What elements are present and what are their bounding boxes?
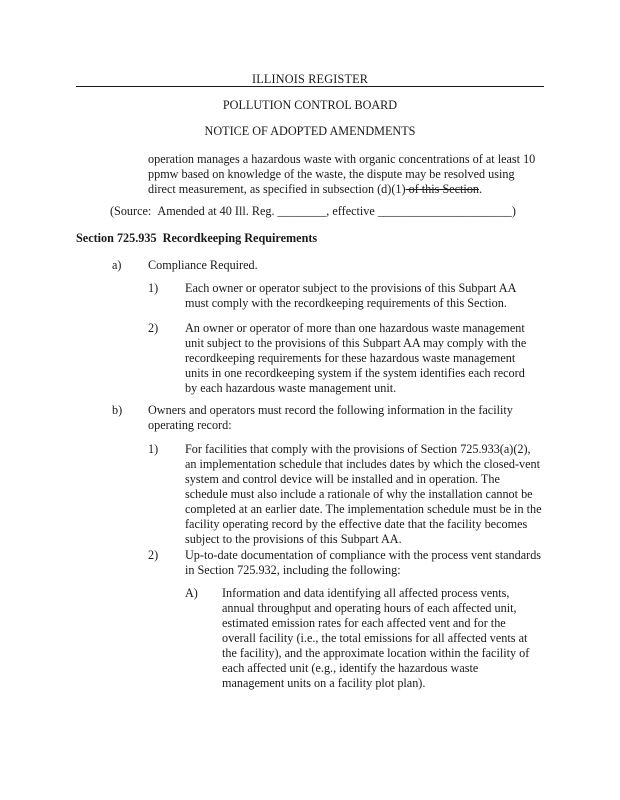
b-item-2-number: 2) — [148, 548, 159, 562]
a-item-2-text: An owner or operator of more than one hazardous waste management unit subject to the provisions of this Subpart AA may comply with the recordkeeping requirements for these hazardous waste management units in one recordkeeping system if the system identifies each record by each hazardous waste management unit. — [185, 321, 527, 395]
b-item-1-text: For facilities that comply with the provisions of Section 725.933(a)(2), an implementation schedule that includes dates by which the closed-vent system and control device will be installed and in operation. The schedule must also include a rationale of why the installation cannot be completed at an earlier date. The implementation schedule must be in the facility operating record by the effective date that the facility becomes subject to the provisions of this Subpart AA. — [185, 442, 542, 546]
subsection-a-text: Compliance Required. — [148, 258, 258, 272]
source-note — [110, 204, 516, 219]
section-title: Recordkeeping Requirements — [162, 231, 318, 245]
subsection-b-text: Owners and operators must record the following information in the facility operating record: — [148, 403, 513, 432]
a-item-2-number: 2) — [148, 321, 159, 335]
register-title: ILLINOIS REGISTER — [251, 72, 369, 86]
b-sub-a-number: A) — [185, 586, 198, 600]
section-heading — [76, 231, 317, 246]
subsection-a-label: a) — [112, 258, 122, 272]
struck-text: of this Section — [405, 182, 480, 196]
continuation-end: . — [479, 182, 483, 196]
b-sub-a-text: Information and data identifying all affected process vents, annual throughput and operating hours of each affected unit, estimated emission rates for each affected vent and for the overall facility (i.e., the total emissions for all affected vents at the facility), and the approximate location within the facility of each affected unit (e.g., identify the hazardous waste management units on a facility plot plan). — [222, 586, 530, 690]
notice-title: NOTICE OF ADOPTED AMENDMENTS — [204, 124, 416, 138]
subsection-b-label: b) — [112, 403, 123, 417]
header-rule — [76, 86, 544, 87]
continuation-text: operation manages a hazardous waste with organic concentrations of at least 10 ppmw based on knowledge of the waste, the dispute may be resolved using direct measurement, as specified in subsection (d)(1) — [148, 152, 536, 196]
a-item-1-text: Each owner or operator subject to the provisions of this Subpart AA must comply with the recordkeeping requirements of this Section. — [185, 281, 516, 310]
section-number: Section 725.935 — [76, 231, 157, 245]
board-name: POLLUTION CONTROL BOARD — [222, 98, 398, 112]
b-item-1-number: 1) — [148, 442, 159, 456]
continuation-paragraph — [148, 152, 538, 197]
source-amended: Amended at 40 Ill. Reg. ________, effective ______________________) — [157, 204, 516, 218]
a-item-1-number: 1) — [148, 281, 159, 295]
b-item-2-text: Up-to-date documentation of compliance with the process vent standards in Section 725.932, including the following: — [185, 548, 542, 577]
source-label: (Source: — [110, 204, 152, 218]
